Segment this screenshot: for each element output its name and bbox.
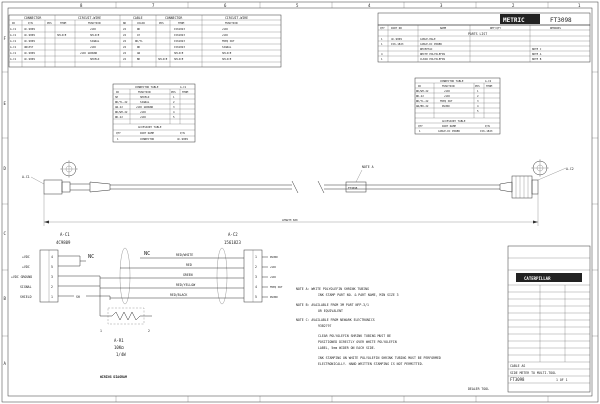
conn2-id: A-C2 — [228, 232, 238, 237]
conn2-pin-5 — [255, 295, 278, 299]
conn1-pin-3 — [11, 275, 53, 279]
conn1-pin-label: +VDC — [22, 265, 30, 269]
connector-table-c2 — [415, 78, 500, 134]
circuit-table-cell: 4C-9809 — [24, 52, 35, 55]
wiring-diagram — [11, 232, 283, 379]
circuit-table-cell: A-C1 — [10, 46, 17, 49]
cable-break-left — [292, 181, 298, 193]
border-col-label: 6 — [224, 3, 227, 8]
conn2-pin-label: RSVRD — [270, 256, 278, 259]
parts-list-col-header: REMARKS — [550, 27, 561, 30]
title-sheet: 1 OF 1 — [556, 378, 568, 382]
connector-table-c1-cell: +VDC — [140, 116, 147, 119]
wire-red-white — [140, 253, 244, 258]
circuit-table-row-5 — [10, 51, 232, 55]
circuit-table-cell: SIGNAL — [90, 40, 100, 43]
connector-table-c1-accessory-header: PART NAME — [140, 132, 155, 135]
wire-label: RED/WHITE — [176, 253, 194, 257]
circuit-table-group-header: CONNECTOR — [165, 16, 183, 20]
parts-list-cell: NOTE A — [532, 53, 542, 56]
circuit-table-cell: 1561823 — [174, 46, 185, 49]
nc-label-mid: NC — [144, 251, 151, 257]
note-line: INK STAMP PART NO. & PART NAME, MIN SIZE 3 — [318, 293, 399, 297]
note-line: CLEAR POLYOLEFIN SHRINK TUBING MUST BE — [318, 334, 391, 338]
right-strain-relief — [500, 182, 512, 192]
company-logo: METRIC — [503, 17, 525, 24]
border-row-labels — [4, 36, 7, 366]
parts-list-cell: 4C-9809 — [391, 38, 402, 41]
conn2-pin-4 — [255, 285, 283, 289]
note-line: 93B2797 — [318, 324, 332, 328]
maker-logo: CATERPILLAR — [524, 276, 551, 281]
connector-table-c1-cell: 3 — [173, 106, 175, 109]
circuit-table-cell: RD/YL — [135, 40, 143, 43]
note-line: LABEL, 5mm WIDER ON EACH SIDE. — [318, 346, 376, 350]
circuit-table-cell: BK — [137, 58, 141, 61]
circuit-table-cell: 1561823 — [174, 28, 185, 31]
conn1-pin-5 — [22, 265, 53, 269]
circuit-table-row-6 — [10, 57, 232, 61]
parts-list-cell: 1 — [381, 38, 383, 41]
connector-table-c2-cell: 3 — [477, 100, 479, 103]
left-strain-relief — [90, 182, 110, 192]
conn2-pin-number: 2 — [255, 265, 257, 269]
border-row-label: E — [3, 101, 6, 106]
connector-table-c2-col-header: ID — [418, 85, 422, 88]
circuit-table-row-2 — [10, 33, 229, 37]
connector-table-c2-cell: GN/BK-22 — [416, 105, 429, 108]
parts-list-cell: 156-1823 — [391, 43, 404, 46]
cable-assembly-drawing — [22, 159, 574, 226]
connector-table-c2-col-header: POS — [475, 85, 480, 88]
circuit-table-cell: +VDC GROUND — [80, 52, 98, 55]
circuit-table-cell: A-C1 — [10, 34, 17, 37]
connector-table-c2-accessory-header: QTY — [418, 125, 423, 128]
circuit-table-cell: +VDC — [90, 46, 97, 49]
circuit-table-col-header: ID — [12, 22, 16, 25]
border-column-labels — [80, 3, 581, 8]
connector-table-c1-cell: +VDC — [140, 111, 147, 114]
circuit-table-cell: RD — [137, 28, 141, 31]
circuit-table-col-header: FUNCTION — [225, 22, 238, 25]
parts-list-col-header: PART NO — [391, 27, 402, 30]
connector-table-c2-cell: 4 — [477, 105, 479, 108]
parts-list-cell: 4 — [381, 53, 383, 56]
circuit-table — [9, 15, 281, 67]
connector-table-c1-accessory-title: ACCESSORY TABLE — [138, 126, 162, 129]
connector-table-c1-cell: 2 — [173, 101, 175, 104]
nc-label-left: NC — [88, 254, 95, 260]
wire-red — [120, 263, 244, 268]
conn1-pin-number: 3 — [51, 275, 53, 279]
circuit-table-cell: SPLICE — [90, 34, 100, 37]
conn1-pin-number: 2 — [51, 285, 53, 289]
circuit-table-cell: 4C-9809 — [24, 28, 35, 31]
border-row-label: A — [3, 361, 6, 366]
circuit-table-cell: +VDC — [222, 34, 229, 37]
circuit-table-row-3 — [10, 39, 235, 43]
connector-table-c1-cell: GN-22 — [115, 106, 123, 109]
border-col-label: 3 — [440, 3, 443, 8]
circuit-table-cell: SPLICE — [222, 52, 232, 55]
connector-table-c2-accessory-cell: 1 — [419, 130, 421, 133]
resistor-a-r1 — [100, 308, 152, 357]
shield-oval-right — [217, 248, 227, 304]
circuit-table-cell: 1561823 — [174, 40, 185, 43]
circuit-table-cell: SPLICE — [158, 58, 168, 61]
cable-right-connector-label: A-C2 — [566, 167, 574, 171]
conn2-pin-number: 3 — [255, 275, 257, 279]
shield-oval-left — [120, 248, 130, 304]
cable-left-connector-label: A-C1 — [22, 175, 30, 179]
border-col-label: 4 — [368, 3, 371, 8]
circuit-table-cell: SPLICE — [222, 58, 232, 61]
circuit-table-cell: SPLICE — [57, 34, 67, 37]
connector-table-c1-cell: SIGNAL — [140, 101, 150, 104]
resistor-power: 1/4W — [116, 352, 126, 357]
wire-label: GREEN — [183, 273, 193, 277]
circuit-table-cell: 22 — [123, 34, 127, 37]
note-line: POSITIONED DIRECTLY OVER WHITE POLYOLEFIN — [318, 340, 397, 344]
conn2-pin-label: FREQ OUT — [270, 286, 283, 289]
parts-list-cell: RECEPTAC — [420, 48, 433, 51]
circuit-table-col-header: TERM — [178, 22, 185, 25]
connector-table-c1-cell: RD-22 — [115, 116, 123, 119]
conn1-pin-number: 4 — [51, 255, 53, 259]
parts-list-cell: CABLE-DC POWER — [420, 43, 442, 46]
doc-number: FT3098 — [550, 17, 572, 24]
length-dimension-label: LENGTH 600 — [282, 219, 298, 222]
conn1-id: A-C1 — [60, 232, 70, 237]
conn2-pin-2 — [255, 265, 277, 269]
connector-table-c2-cell: FREQ OUT — [440, 100, 453, 103]
circuit-table-cell: 4N1357 — [24, 46, 34, 49]
title-block — [508, 246, 590, 392]
resistor-value: 10KΩ — [114, 345, 124, 350]
connector-table-c1-cell: SHIELD — [140, 96, 150, 99]
conn2-pin-number: 1 — [255, 255, 257, 259]
left-end-view-symbol — [60, 160, 78, 178]
conn1-pin-label: SIGNAL — [20, 285, 32, 289]
connector-table-c2-cell: +VDC — [444, 95, 451, 98]
connector-table-c1-cell: 1 — [173, 96, 175, 99]
dealer-tool-label: DEALER TOOL — [468, 387, 490, 391]
circuit-table-col-header: POS — [159, 22, 164, 25]
connector-table-c1-col-header: POS — [171, 91, 176, 94]
conn2-pin-number: 4 — [255, 285, 257, 289]
circuit-table-cell: A-C1 — [10, 52, 17, 55]
border-col-label: 7 — [152, 3, 155, 8]
right-connector-body — [512, 176, 532, 198]
parts-list-cell: 1 — [381, 58, 383, 61]
connector-table-c1-accessory-header: P/N — [180, 132, 185, 135]
parts-list-table — [378, 25, 590, 62]
circuit-table-cell: A-C1 — [10, 40, 17, 43]
resistor-pin-1: 1 — [100, 329, 102, 333]
connector-table-c2-accessory-header: P/N — [485, 125, 490, 128]
wire-label: RED/YELLOW — [176, 283, 196, 287]
circuit-table-cell: A-C1 — [10, 58, 17, 61]
connector-table-c2-cell: RD/YL-22 — [416, 100, 429, 103]
circuit-table-group-header: CIRCUIT-WIRE — [225, 16, 249, 20]
circuit-table-col-header: COLOR — [137, 22, 145, 25]
title-part-number: FT3098 — [510, 377, 525, 382]
border-col-label: 5 — [296, 3, 299, 8]
circuit-table-col-header: TERM — [60, 22, 67, 25]
conn1-pin-1 — [20, 295, 53, 299]
circuit-table-col-header: P/N — [28, 22, 33, 25]
circuit-table-col-header: FUNCTION — [88, 22, 101, 25]
wiring-diagram-title: WIRING DIAGRAM — [100, 375, 127, 379]
parts-list-title: PARTS LIST — [468, 32, 488, 36]
shield-label: SH — [76, 295, 80, 299]
connector-table-c2-cell: 1 — [477, 90, 479, 93]
circuit-table-cell: +VDC — [90, 28, 97, 31]
connector-table-c2-col-header: TERM — [486, 85, 493, 88]
connector-table-c2-cell: 2 — [477, 95, 479, 98]
wire-green — [100, 273, 244, 278]
parts-list-col-header: QTY — [380, 27, 385, 30]
parts-list-cell: CLEAR POLYOLEFIN — [420, 58, 445, 61]
conn2-pin-label: +VDC — [270, 276, 277, 279]
cable-break-right — [318, 181, 324, 193]
circuit-table-group-header: CABLE — [133, 16, 143, 20]
conn1-pin-label: +VDC — [22, 255, 30, 259]
connector-table-c2-id: A-C2 — [485, 80, 492, 83]
title-line-2: SIDE METER TO MULTI-TOOL — [510, 371, 557, 375]
conn2-pin-label: RSVRD — [270, 296, 278, 299]
circuit-table-cell: SHIELD — [90, 58, 100, 61]
circuit-table-cell: FREQ OUT — [222, 40, 235, 43]
connector-table-c2-accessory-cell: CABLE-DC POWER — [438, 130, 460, 133]
conn2-pin-3 — [255, 275, 277, 279]
wire-red-black — [110, 293, 244, 298]
parts-list-col-header: REF/QTY — [490, 27, 501, 30]
note-line: OR EQUIVALENT — [318, 309, 343, 313]
right-end-view-symbol — [531, 159, 549, 177]
connector-table-c1-cell: RD/WH-22 — [115, 111, 128, 114]
connector-table-c1 — [113, 84, 195, 142]
circuit-table-cell: 4C-9809 — [24, 34, 35, 37]
cable-sleeve-text: FT3098 — [348, 187, 358, 190]
circuit-table-cell: GY — [137, 34, 141, 37]
note-line: NOTE A: WHITE POLYOLEFIN SHRINK TUBING — [296, 287, 369, 291]
circuit-table-cell: 22 — [123, 28, 127, 31]
connector-table-c1-col-header: ID — [116, 91, 120, 94]
conn1-pin-4 — [22, 255, 53, 259]
circuit-table-row-4 — [10, 45, 232, 49]
connector-table-c1-col-header: FUNCTION — [138, 91, 151, 94]
circuit-table-cell: 1561823 — [174, 34, 185, 37]
parts-list-col-header: NAME — [440, 27, 447, 30]
connector-table-c2-accessory-title: ACCESSORY TABLE — [442, 120, 466, 123]
connector-table-c2-title: CONNECTOR TABLE — [440, 80, 464, 83]
resistor-id: A-R1 — [114, 338, 124, 343]
border-col-label: 2 — [512, 3, 515, 8]
connector-table-c1-title: CONNECTOR TABLE — [135, 86, 159, 89]
conn2-pin-1 — [255, 255, 278, 259]
conn1-pin-number: 5 — [51, 265, 53, 269]
circuit-table-cell: SPLICE — [174, 58, 184, 61]
connector-table-c1-id: A-C1 — [180, 86, 187, 89]
circuit-table-row-1 — [10, 27, 229, 31]
connector-table-c2-cell: RSVRD — [442, 105, 450, 108]
notes-block — [296, 287, 441, 366]
border-row-label: C — [3, 231, 6, 236]
circuit-table-group-header: CIRCUIT-WIRE — [78, 16, 102, 20]
connector-table-c1-accessory-cell: CONNECTOR — [140, 138, 155, 141]
connector-table-c1-accessory-cell: 4C-9809 — [177, 138, 188, 141]
note-line: NOTE B: AVAILABLE FROM 3M PART NFP-3/1 — [296, 303, 369, 307]
circuit-table-cell: +VDC — [222, 28, 229, 31]
parts-list-cell: NOTE C — [532, 48, 542, 51]
conn2-pin-number: 5 — [255, 295, 257, 299]
wire-label: RED/BLACK — [170, 293, 188, 297]
connector-table-c2-accessory-cell: 156-1823 — [480, 130, 493, 133]
parts-list-cell: NOTE B — [532, 58, 542, 61]
connector-table-c1-cell: RD/YL-22 — [115, 101, 128, 104]
conn1-part-number: 4C9809 — [56, 240, 71, 245]
resistor-pin-2: 2 — [148, 329, 150, 333]
circuit-table-cell: SIGNAL — [222, 46, 232, 49]
parts-list-cell: CABLE-HALE — [420, 38, 436, 41]
connector-table-c2-col-header: FUNCTION — [442, 85, 455, 88]
circuit-table-cell: 22 — [123, 58, 127, 61]
conn1-pin-2 — [20, 285, 53, 289]
parts-list-cell: WHITE POLYOLEFIN — [420, 53, 445, 56]
border-col-label: 1 — [578, 3, 581, 8]
connector-table-c1-cell: +VDC GROUND — [136, 106, 154, 109]
border-row-label: F — [3, 36, 6, 41]
conn1-pin-number: 1 — [51, 295, 53, 299]
circuit-table-group-header: CONNECTOR — [24, 16, 42, 20]
circuit-table-col-header: NO — [123, 22, 127, 25]
border-row-label: B — [3, 296, 6, 301]
connector-table-c1-cell: 4 — [173, 111, 175, 114]
note-line: NOTE C: AVAILABLE FROM NEWARK ELECTRONICS — [296, 318, 375, 322]
connector-table-c2-cell: +VDC — [444, 90, 451, 93]
circuit-table-cell: 22 — [123, 46, 127, 49]
connector-table-c1-cell: SH — [115, 96, 119, 99]
circuit-table-cell: A-C1 — [10, 28, 17, 31]
circuit-table-col-header: POS — [47, 22, 52, 25]
connector-table-c2-cell: RD/WH-22 — [416, 90, 429, 93]
connector-table-c2-cell: 5 — [477, 110, 479, 113]
inner-border — [8, 8, 592, 396]
circuit-table-cell: 4C-9809 — [24, 40, 35, 43]
wire-red-yellow — [100, 283, 244, 288]
border-row-label: D — [3, 166, 6, 171]
note-line: INK STAMPING ON WHITE POLYOLEFIN SHRINK TUBING MUST BE PERFORMED — [318, 356, 441, 360]
parts-list-cell: 1 — [381, 43, 383, 46]
cable-note-label: NOTE A — [362, 165, 374, 169]
border-col-label: 8 — [80, 3, 83, 8]
connector-table-c1-cell: 5 — [173, 116, 175, 119]
conn2-pin-label: +VDC — [270, 266, 277, 269]
conn1-pin-label: SHIELD — [20, 295, 32, 299]
wire-label: RED — [186, 263, 192, 267]
connector-table-c1-accessory-header: QTY — [116, 132, 121, 135]
header-block — [378, 13, 590, 25]
circuit-table-cell: SPLICE — [174, 52, 184, 55]
circuit-table-cell: 4C-9809 — [24, 58, 35, 61]
connector-table-c2-cell: RD-22 — [416, 95, 424, 98]
connector-table-c1-accessory-cell: 1 — [117, 138, 119, 141]
conn2-part-number: 1561823 — [224, 240, 241, 245]
circuit-table-cell: GN — [137, 52, 141, 55]
circuit-table-cell: 22 — [123, 52, 127, 55]
left-connector-body — [44, 180, 62, 194]
conn1-pin-label: +VDC GROUND — [11, 275, 33, 279]
circuit-table-cell: RD — [137, 46, 141, 49]
title-line-1: CABLE AS — [510, 364, 526, 368]
circuit-table-cell: 22 — [123, 40, 127, 43]
connector-table-c2-accessory-header: PART NAME — [442, 125, 457, 128]
note-line: ELECTRONICALLY. HAND WRITTEN STAMPING IS NOT PERMITTED. — [318, 362, 424, 366]
connector-table-c1-col-header: TERM — [182, 91, 189, 94]
